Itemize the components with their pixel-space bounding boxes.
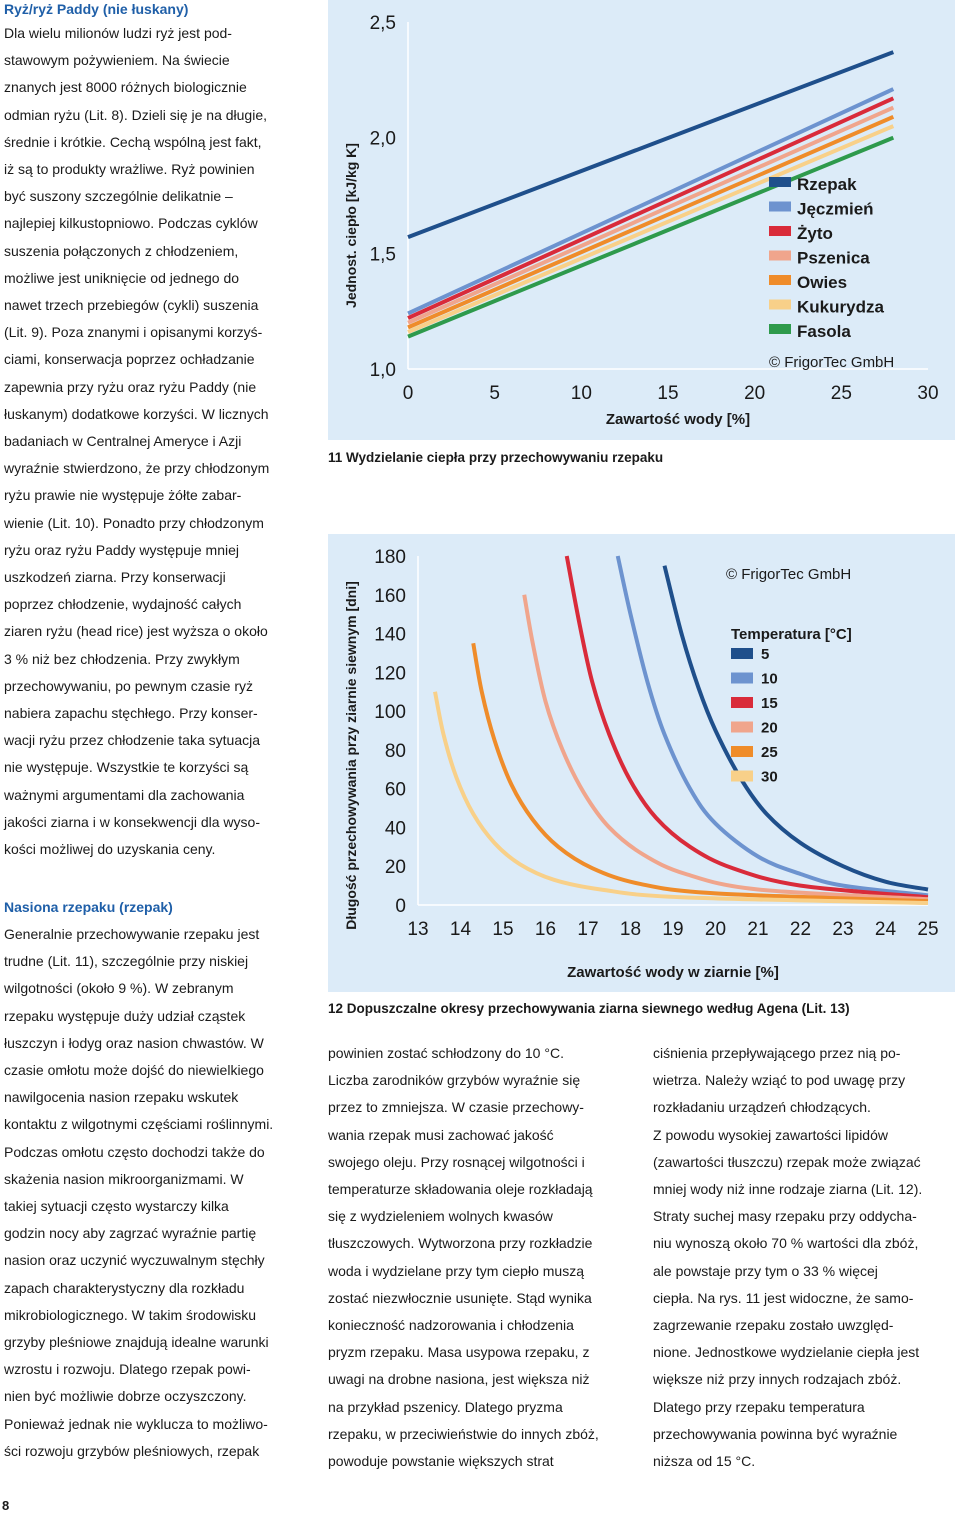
- text-line: nawet trzech przebiegów (cykli) suszenia: [4, 297, 259, 314]
- page-number: 8: [2, 1498, 10, 1513]
- text-line: zagrzewanie rzepaku zostało uwzględ-: [653, 1317, 894, 1334]
- y-tick-label: 1,0: [369, 360, 396, 381]
- text-line: zostać niezwłocznie usunięte. Stąd wynika: [328, 1289, 592, 1306]
- x-tick-label: 0: [402, 383, 414, 404]
- x-tick-label: 19: [662, 919, 684, 940]
- text-line: nie występuje. Wszystkie te korzyści są: [4, 759, 249, 776]
- chart-heat-release-svg: [328, 0, 955, 440]
- text-line: kontaktu z wilgotnymi częściami roślinnymi.: [4, 1116, 274, 1133]
- text-line: suszenia połączonych z chłodzeniem,: [4, 242, 239, 259]
- legend-label: Pszenica: [797, 248, 870, 268]
- legend-label: 5: [761, 646, 770, 663]
- y-tick-label: 80: [384, 740, 406, 762]
- text-line: mikrobiologicznego. W takim środowisku: [4, 1306, 257, 1323]
- text-line: ciepła. Na rys. 11 jest widoczne, że samo-: [653, 1289, 914, 1306]
- x-tick-label: 23: [832, 919, 854, 940]
- left-column: [4, 0, 304, 1459]
- text-line: powoduje powstanie większych strat: [328, 1453, 554, 1470]
- x-axis-title: Zawartość wody w ziarnie [%]: [567, 964, 779, 981]
- text-line: Ponieważ jednak nie wyklucza to możliwo-: [4, 1415, 268, 1432]
- x-tick-label: 14: [449, 919, 472, 940]
- y-tick-label: 20: [384, 857, 406, 879]
- text-line: ciami, konserwacja poprzez ochładzanie: [4, 351, 255, 368]
- text-line: łuskanym) dodatkowe korzyści. W licznych: [4, 405, 269, 422]
- text-line: stawowym pożywieniem. Na świecie: [4, 52, 230, 69]
- legend-swatch: [731, 746, 753, 757]
- rice-heading: Ryż/ryż Paddy (nie łuskany): [4, 1, 189, 17]
- legend-swatch: [769, 324, 791, 334]
- legend-label: 15: [761, 695, 778, 712]
- x-tick-label: 16: [534, 919, 557, 940]
- text-line: ziaren ryżu (head rice) jest wyższa o około: [4, 623, 268, 640]
- text-line: Podczas omłotu często dochodzi także do: [4, 1143, 265, 1160]
- x-axis-title: Zawartość wody [%]: [605, 411, 751, 428]
- legend-swatch: [769, 202, 791, 212]
- series-curve-5: [665, 566, 929, 890]
- text-line: takiej sytuacji często wystarczy kilka: [4, 1198, 229, 1215]
- text-line: Liczba zarodników grzybów wyraźnie się: [328, 1072, 581, 1089]
- text-line: rozkładaniu urządzeń chłodzących.: [653, 1099, 871, 1116]
- y-tick-label: 140: [374, 624, 406, 646]
- text-line: (zawartości tłuszczu) rzepak może związać: [653, 1153, 921, 1170]
- text-line: iż są to produkty wrażliwe. Ryż powinien: [4, 161, 255, 178]
- legend-swatch: [731, 648, 753, 659]
- x-tick-label: 15: [657, 383, 679, 404]
- text-line: ści rozwoju grzybów pleśniowych, rzepak: [4, 1442, 260, 1459]
- text-line: nawilgocenia nasion rzepaku wskutek: [4, 1089, 239, 1106]
- copyright-text: © FrigorTec GmbH: [726, 566, 852, 583]
- chart-storage-duration-svg: [328, 534, 955, 992]
- y-tick-label: 2,0: [369, 128, 396, 150]
- text-line: ale powstaje przy tym o 33 % więcej: [653, 1262, 878, 1279]
- copyright-text: © FrigorTec GmbH: [769, 354, 895, 371]
- text-line: wietrza. Należy wziąć to pod uwagę przy: [653, 1072, 906, 1089]
- text-line: wienie (Lit. 10). Ponadto przy chłodzonym: [4, 514, 264, 531]
- text-line: najlepiej kilkustopniowo. Podczas cyklów: [4, 215, 258, 232]
- x-tick-label: 24: [874, 919, 897, 940]
- legend-label: 10: [761, 670, 778, 688]
- right-column: [653, 1040, 958, 1475]
- x-tick-label: 17: [577, 919, 599, 940]
- text-line: uszkodzeń ziarna. Przy konserwacji: [4, 569, 226, 586]
- text-line: zapach charakterystyczny dla rozkładu: [4, 1279, 245, 1296]
- text-line: odmian ryżu (Lit. 8). Dzieli się je na długie,: [4, 106, 268, 123]
- text-line: możliwe jest uniknięcie od jednego do: [4, 269, 240, 286]
- legend-label: 30: [761, 768, 778, 786]
- rice-paragraph: [4, 20, 304, 863]
- text-line: tłuszczowych. Wytworzona przy rozkładzie: [328, 1235, 593, 1252]
- text-line: Z powodu wysokiej zawartości lipidów: [653, 1126, 888, 1143]
- rapeseed-section: [4, 896, 304, 1465]
- text-line: ważnymi argumentami dla zachowania: [4, 786, 245, 803]
- text-line: ciśnienia przepływającego przez nią po-: [653, 1045, 901, 1061]
- y-axis-title: Długość przechowywania przy ziarnie siewnym [dni]: [343, 581, 359, 930]
- legend-label: Owies: [797, 273, 848, 292]
- legend-label: Kukurydza: [797, 297, 884, 317]
- x-tick-label: 20: [744, 383, 766, 404]
- text-line: wzrostu i rozwoju. Dlatego rzepak powi-: [4, 1361, 251, 1378]
- text-line: 3 % niż bez chłodzenia. Przy zwykłym: [4, 650, 240, 667]
- y-tick-label: 60: [384, 779, 406, 801]
- text-line: ryżu oraz ryżu Paddy występuje mniej: [4, 541, 239, 558]
- series-line-Owies: [408, 117, 893, 328]
- legend-swatch: [769, 300, 791, 310]
- x-tick-label: 5: [489, 383, 500, 404]
- text-line: (Lit. 9). Poza znanymi i opisanymi korzyś-: [4, 324, 263, 341]
- text-line: być suszony szczególnie delikatnie –: [4, 188, 233, 205]
- x-tick-label: 25: [917, 919, 939, 940]
- legend-label: 25: [761, 744, 778, 761]
- x-tick-label: 21: [747, 919, 769, 940]
- x-tick-label: 15: [492, 919, 514, 940]
- text-line: swojego oleju. Przy rosnącej wilgotności i: [328, 1153, 585, 1170]
- text-line: nione. Jednostkowe wydzielanie ciepła jest: [653, 1344, 920, 1361]
- legend-label: Rzepak: [797, 175, 857, 194]
- legend-swatch: [731, 673, 753, 684]
- text-line: się z wydzieleniem wolnych kwasów: [328, 1208, 553, 1225]
- legend-label: Jęczmień: [797, 199, 874, 219]
- text-line: badaniach w Centralnej Ameryce i Azji: [4, 433, 242, 450]
- rapeseed-heading: Nasiona rzepaku (rzepak): [4, 899, 173, 915]
- text-line: mniej wody niż inne rodzaje ziarna (Lit. 12).: [653, 1181, 923, 1198]
- text-line: wacji ryżu przez chłodzenie taka sytuacja: [4, 732, 261, 749]
- text-line: trudne (Lit. 11), szczególnie przy niskiej: [4, 953, 249, 970]
- x-tick-label: 30: [917, 383, 939, 404]
- text-line: grzyby pleśniowe znajdują idealne warunki: [4, 1334, 269, 1351]
- text-line: niższa od 15 °C.: [653, 1453, 756, 1470]
- legend-swatch: [731, 771, 753, 782]
- y-tick-label: 100: [374, 702, 406, 724]
- text-line: średnie i krótkie. Cechą wspólną jest fakt,: [4, 133, 262, 150]
- text-line: zapewnia przy ryżu oraz ryżu Paddy (nie: [4, 378, 257, 395]
- legend-swatch: [769, 226, 791, 236]
- x-tick-label: 18: [619, 919, 642, 940]
- text-line: woda i wydzielane przy tym ciepło muszą: [328, 1262, 584, 1279]
- text-line: Dla wielu milionów ludzi ryż jest pod-: [4, 25, 232, 41]
- text-line: jakości ziarna i w konsekwencji dla wyso-: [4, 813, 260, 830]
- legend-title: Temperatura [°C]: [731, 626, 852, 643]
- text-line: na przykład pszenicy. Dlatego pryzma: [328, 1398, 563, 1415]
- middle-column: [328, 1040, 628, 1475]
- x-tick-label: 13: [407, 919, 429, 940]
- text-line: skażenia nasion mikroorganizmami. W: [4, 1170, 244, 1187]
- text-line: kości możliwej do uzyskania ceny.: [4, 841, 216, 858]
- legend-swatch: [769, 177, 791, 187]
- y-tick-label: 120: [374, 663, 406, 685]
- text-line: pryzm rzepaku. Masa usypowa rzepaku, z: [328, 1344, 590, 1361]
- text-line: Straty suchej masy rzepaku przy oddycha-: [653, 1208, 917, 1225]
- y-tick-label: 2,5: [369, 13, 396, 34]
- chart-storage-duration: [328, 534, 955, 992]
- chart-heat-release-caption: 11 Wydzielanie ciepła przy przechowywaniu rzepaku: [328, 450, 664, 465]
- text-line: poprzez chłodzenie, wydajność całych: [4, 596, 242, 613]
- chart-storage-duration-caption: 12 Dopuszczalne okresy przechowywania ziarna siewnego według Agena (Lit. 13): [328, 1001, 850, 1016]
- legend-swatch: [769, 275, 791, 285]
- chart-heat-release: [328, 0, 955, 440]
- y-tick-label: 160: [374, 585, 406, 607]
- legend-label: Fasola: [797, 322, 851, 341]
- text-line: powinien zostać schłodzony do 10 °C.: [328, 1045, 564, 1061]
- text-line: przez to zmniejsza. W czasie przechowy-: [328, 1099, 584, 1116]
- y-tick-label: 40: [384, 818, 406, 840]
- text-line: łuszczyn i łodyg oraz nasion chwastów. W: [4, 1034, 264, 1051]
- text-line: Generalnie przechowywanie rzepaku jest: [4, 926, 260, 942]
- text-line: nasion oraz uczynić wyczuwalnym stęchły: [4, 1252, 265, 1269]
- x-tick-label: 10: [570, 383, 592, 404]
- y-tick-label: 1,5: [369, 244, 396, 266]
- text-line: wania rzepak musi zachować jakość: [328, 1126, 554, 1143]
- y-tick-label: 0: [395, 896, 406, 917]
- text-line: przechowywania powinna być wyraźnie: [653, 1425, 898, 1442]
- legend-swatch: [731, 697, 753, 708]
- text-line: wilgotności (około 9 %). W zebranym: [4, 980, 234, 997]
- text-line: konieczność nadzorowania i chłodzenia: [328, 1317, 574, 1334]
- text-line: rzepaku, w przeciwieństwie do innych zbóż,: [328, 1425, 599, 1442]
- text-line: niu wynoszą około 70 % wartości dla zbóż,: [653, 1235, 919, 1252]
- text-line: rzepaku występuje duży udział cząstek: [4, 1007, 246, 1024]
- text-line: znanych jest 8000 różnych biologicznie: [4, 79, 247, 96]
- x-tick-label: 20: [704, 919, 727, 940]
- legend-label: Żyto: [797, 224, 833, 243]
- text-line: nien być możliwie dobrze oczyszczony.: [4, 1388, 247, 1405]
- legend-swatch: [731, 722, 753, 733]
- text-line: ryżu prawie nie występuje żółte zabar-: [4, 487, 242, 504]
- text-line: większe niż przy innych rodzajach zbóż.: [653, 1371, 902, 1388]
- text-line: przechowywaniu, po pewnym czasie ryż: [4, 677, 253, 694]
- legend-swatch: [769, 251, 791, 261]
- x-tick-label: 22: [789, 919, 812, 940]
- y-tick-label: 180: [374, 547, 406, 568]
- text-line: temperaturze składowania oleje rozkładają: [328, 1181, 593, 1198]
- text-line: godzin nocy aby zagrzać wyraźnie partię: [4, 1225, 257, 1242]
- text-line: uwagi na drobne nasiona, jest większa niż: [328, 1371, 590, 1388]
- rapeseed-paragraph: [4, 921, 304, 1465]
- text-line: czasie omłotu może dojść do niewielkiego: [4, 1062, 264, 1079]
- text-line: wyraźnie stwierdzono, że przy chłodzonym: [4, 460, 270, 477]
- legend-label: 20: [761, 719, 778, 737]
- x-tick-label: 25: [830, 383, 852, 404]
- y-axis-title: Jednost. ciepło [kJ/kg K]: [343, 143, 359, 308]
- text-line: nabiera zapachu stęchłego. Przy konser-: [4, 705, 258, 722]
- text-line: Dlatego przy rzepaku temperatura: [653, 1398, 865, 1415]
